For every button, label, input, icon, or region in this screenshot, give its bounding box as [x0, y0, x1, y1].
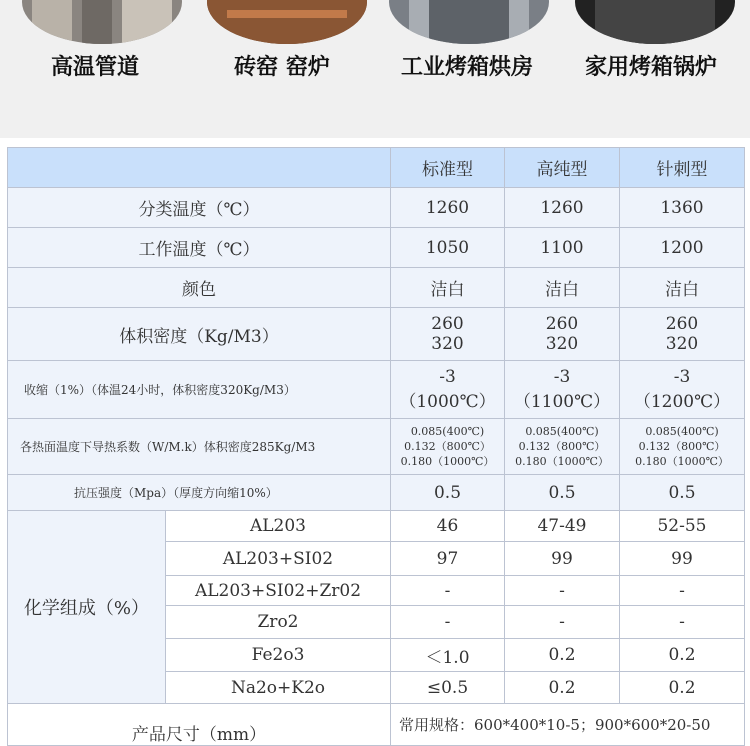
cell: - — [620, 606, 745, 639]
density-low: 260 — [431, 314, 464, 334]
caption-pipe: 高温管道 — [50, 55, 139, 80]
cell — [391, 361, 505, 419]
chem-row — [8, 511, 745, 542]
k-1000: 0.180（1000℃） — [635, 455, 729, 468]
cell: 洁白 — [620, 268, 745, 308]
chem-name: Zro2 — [166, 606, 391, 639]
k-800: 0.132（800℃） — [638, 440, 726, 453]
cell — [391, 419, 505, 475]
row-class-temp — [8, 188, 745, 228]
cell: 1360 — [620, 188, 745, 228]
density-low: 260 — [545, 314, 579, 334]
cell: - — [620, 576, 745, 606]
header-needled: 针刺型 — [620, 148, 745, 188]
k-400: 0.085(400℃) — [525, 425, 599, 438]
density-high: 320 — [431, 334, 464, 354]
home-oven-photo — [575, 0, 735, 44]
label-size: 产品尺寸（mm） — [8, 704, 391, 746]
header-high-purity: 高纯型 — [505, 148, 620, 188]
cell: 洁白 — [391, 268, 505, 308]
chem-name: AL203 — [166, 511, 391, 542]
category-banner — [0, 0, 750, 138]
row-work-temp — [8, 228, 745, 268]
density-high: 320 — [545, 334, 579, 354]
cell: 46 — [391, 511, 505, 542]
cell: ＜1.0 — [391, 639, 505, 672]
cell: 99 — [620, 542, 745, 576]
chem-name: Na2o+K2o — [166, 672, 391, 704]
cell: 1260 — [391, 188, 505, 228]
chem-name: AL203+SI02+Zr02 — [166, 576, 391, 606]
size-note: 常用规格：600*400*10-5；900*600*20-50 — [391, 704, 745, 746]
cell: 1260 — [505, 188, 620, 228]
chem-group-label: 化学组成（%） — [8, 511, 166, 704]
cell — [620, 419, 745, 475]
label-shrink: 收缩（1%）（体温24小时，体积密度320Kg/M3） — [8, 361, 391, 419]
cell: 0.2 — [505, 672, 620, 704]
cell: 0.5 — [391, 475, 505, 511]
cell: 0.2 — [505, 639, 620, 672]
header-row — [8, 148, 745, 188]
label-work-temp: 工作温度（℃） — [8, 228, 391, 268]
header-blank — [8, 148, 391, 188]
cell — [505, 361, 620, 419]
density-high: 320 — [665, 334, 699, 354]
label-class-temp: 分类温度（℃） — [8, 188, 391, 228]
shrink-temp: （1000℃） — [399, 392, 496, 412]
cell: 1100 — [505, 228, 620, 268]
cell: ≤0.5 — [391, 672, 505, 704]
row-density — [8, 308, 745, 361]
cell: 0.2 — [620, 672, 745, 704]
pipe-photo — [22, 0, 182, 44]
cell: 1200 — [620, 228, 745, 268]
cell: 99 — [505, 542, 620, 576]
row-color — [8, 268, 745, 308]
cell: 47-49 — [505, 511, 620, 542]
header-standard: 标准型 — [391, 148, 505, 188]
label-density: 体积密度（Kg/M3） — [8, 308, 391, 361]
caption-kiln: 砖窑 窑炉 — [234, 55, 330, 80]
cell: - — [391, 576, 505, 606]
cell: - — [505, 576, 620, 606]
cell: 0.2 — [620, 639, 745, 672]
cell — [620, 361, 745, 419]
cell: - — [391, 606, 505, 639]
cell: 97 — [391, 542, 505, 576]
k-1000: 0.180（1000℃） — [515, 455, 609, 468]
cell: 0.5 — [505, 475, 620, 511]
shrink-value: -3 — [673, 367, 691, 387]
label-color: 颜色 — [8, 268, 391, 308]
cell: 52-55 — [620, 511, 745, 542]
cell: 1050 — [391, 228, 505, 268]
oven-room-photo — [389, 0, 549, 44]
k-400: 0.085(400℃) — [645, 425, 719, 438]
caption-home-oven: 家用烤箱锅炉 — [584, 55, 717, 80]
shrink-value: -3 — [553, 367, 571, 387]
cell — [391, 308, 505, 361]
caption-oven-room: 工业烤箱烘房 — [400, 55, 533, 80]
density-low: 260 — [665, 314, 699, 334]
label-conductivity: 各热面温度下导热系数（W/M.k）体积密度285Kg/M3 — [8, 419, 391, 475]
chem-name: Fe2o3 — [166, 639, 391, 672]
row-conductivity — [8, 419, 745, 475]
chem-name: AL203+SI02 — [166, 542, 391, 576]
kiln-photo — [207, 0, 367, 44]
k-400: 0.085(400℃) — [410, 425, 485, 438]
shrink-temp: （1100℃） — [513, 392, 611, 412]
cell: - — [505, 606, 620, 639]
cell — [620, 308, 745, 361]
spec-table — [7, 147, 745, 746]
cell: 洁白 — [505, 268, 620, 308]
row-shrink — [8, 361, 745, 419]
cell — [505, 308, 620, 361]
k-800: 0.132（800℃） — [404, 440, 491, 453]
k-1000: 0.180（1000℃） — [400, 455, 495, 468]
shrink-value: -3 — [439, 367, 456, 387]
k-800: 0.132（800℃） — [518, 440, 606, 453]
cell: 0.5 — [620, 475, 745, 511]
label-strength: 抗压强度（Mpa）（厚度方向缩10%） — [8, 475, 391, 511]
shrink-temp: （1200℃） — [633, 392, 731, 412]
row-size — [8, 704, 745, 746]
cell — [505, 419, 620, 475]
row-strength — [8, 475, 745, 511]
